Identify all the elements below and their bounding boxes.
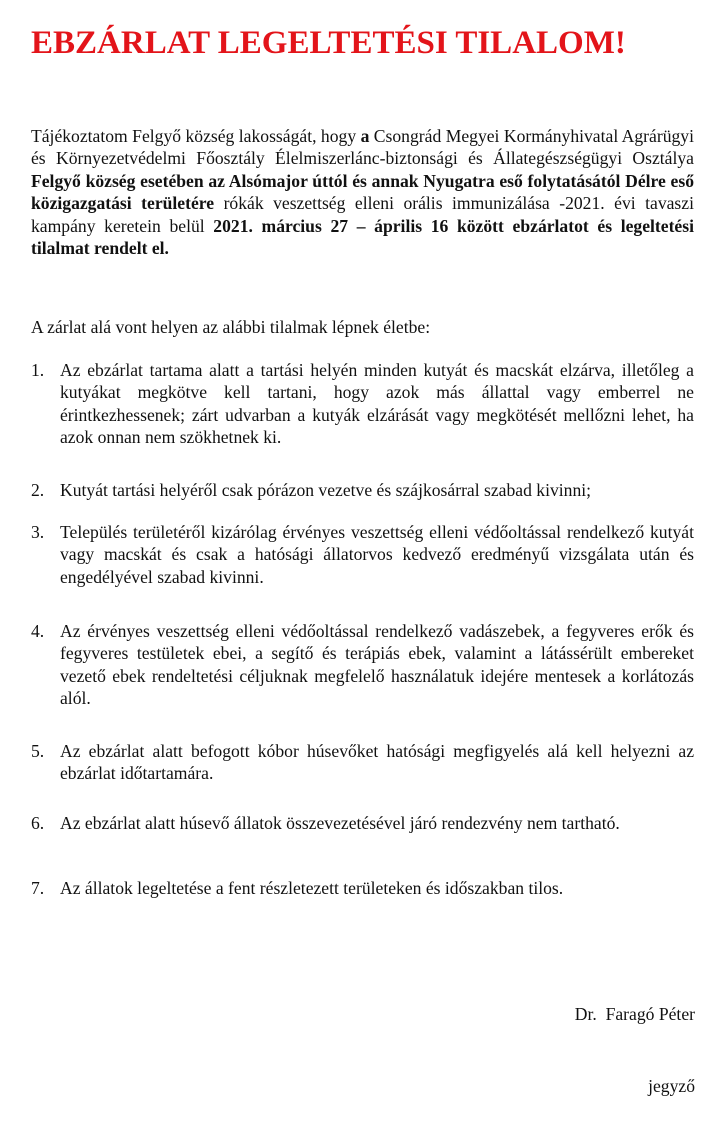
list-item-text: Kutyát tartási helyéről csak pórázon vezetve és szájkosárral szabad kivinni;	[60, 480, 592, 500]
intro-text-3: Csongrád Megyei Kormányhivatal Agrárügyi és Környezetvédelmi Főosztály Élelmiszerlánc-biztonsági és Állategészségügyi Osztálya	[31, 126, 694, 169]
list-item-text: Az ebzárlat alatt befogott kóbor húsevőket hatósági megfigyelés alá kell helyezni az ebzárlat időtartamára.	[60, 741, 694, 784]
list-item	[31, 620, 694, 710]
signature-role: jegyző	[648, 1076, 695, 1096]
list-item	[31, 521, 694, 588]
list-item-number: 6.	[31, 813, 45, 833]
lead-paragraph: A zárlat alá vont helyen az alábbi tilalmak lépnek életbe:	[31, 317, 431, 337]
intro-paragraph	[31, 125, 694, 259]
list-item-text: Település területéről kizárólag érvényes veszettség elleni védőoltással rendelkező kutyát vagy macskát és csak a hatósági állatorvos kedvező eredményű vizsgálata után és engedélyével szabad kivinni.	[60, 522, 694, 587]
list-item-number: 2.	[31, 480, 45, 500]
list-item-number: 1.	[31, 360, 45, 380]
list-item-number: 4.	[31, 621, 45, 641]
list-item	[31, 740, 694, 785]
intro-text-2: a	[360, 126, 370, 146]
list-item	[31, 479, 694, 501]
notice-title: EBZÁRLAT LEGELTETÉSI TILALOM!	[31, 25, 626, 61]
intro-text-1: Tájékoztatom Felgyő község lakosságát, hogy	[31, 126, 361, 146]
list-item	[31, 812, 694, 834]
list-item-number: 7.	[31, 878, 45, 898]
list-item-number: 5.	[31, 741, 45, 761]
list-item	[31, 877, 694, 899]
list-item-number: 3.	[31, 522, 45, 542]
list-item-text: Az ebzárlat tartama alatt a tartási helyén minden kutyát és macskát elzárva, illetőleg a kutyákat megkötve kell tartani, hogy azok más állattal vagy emberrel ne érintkezhessenek; zárt udvarban a kutyák elzárását vagy megkötését mellőzni lehet, ha azok onnan nem szökhetnek ki.	[60, 360, 694, 448]
intro-area-text: Felgyő község esetében az Alsómajor úttól és annak Nyugatra eső folytatásától Délre eső közigazgatási területére	[31, 170, 694, 214]
list-item-text: Az érvényes veszettség elleni védőoltással rendelkező vadászebek, a fegyveres erők és fegyveres testületek ebei, a segítő és terápiás ebek, valamint a látássérült embereket vezető ebek rendeltetési céljuknak megfelelő használatuk idejére mentesek a korlátozás alól.	[60, 621, 694, 709]
list-item-text: Az ebzárlat alatt húsevő állatok összevezetésével járó rendezvény nem tartható.	[60, 813, 620, 833]
signature-block	[575, 954, 695, 1146]
intro-text-5: rókák veszettség elleni orális immunizálása -2021. évi tavaszi kampány keretein belül	[31, 193, 694, 236]
signature-name: Dr. Faragó Péter	[574, 1004, 695, 1024]
list-item	[31, 359, 694, 449]
list-item-text: Az állatok legeltetése a fent részletezett területeken és időszakban tilos.	[60, 878, 564, 898]
intro-date-text: 2021. március 27 – április 16 között ebzárlatot és legeltetési tilalmat rendelt el.	[31, 215, 694, 259]
